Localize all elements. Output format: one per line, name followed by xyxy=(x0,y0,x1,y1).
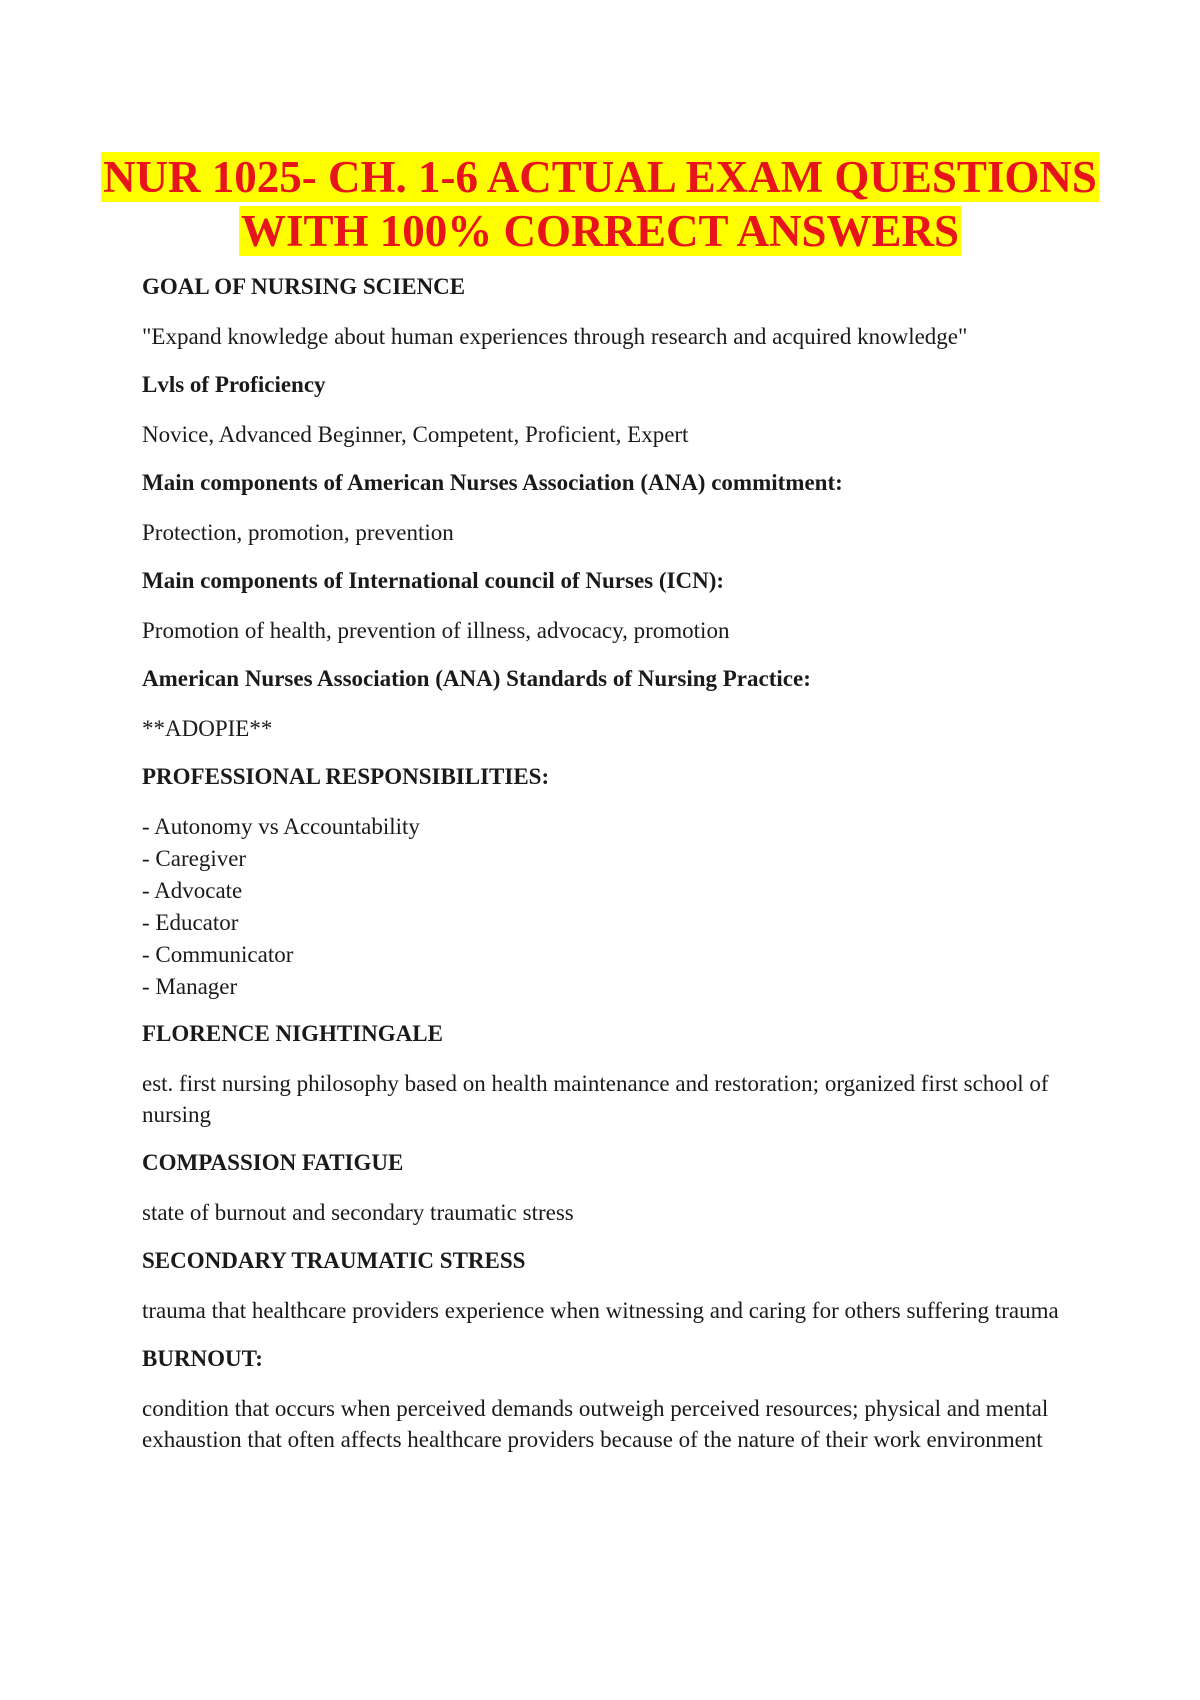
answer-ana-commitment: Protection, promotion, prevention xyxy=(142,520,454,545)
list-item: - Advocate xyxy=(142,878,243,903)
answer-compassion-fatigue: state of burnout and secondary traumatic stress xyxy=(142,1200,574,1225)
question-icn-components: Main components of International council of Nurses (ICN): xyxy=(142,568,725,593)
question-florence-nightingale: FLORENCE NIGHTINGALE xyxy=(142,1021,443,1046)
question-goal-of-nursing-science: GOAL OF NURSING SCIENCE xyxy=(142,274,466,299)
qa-content xyxy=(142,272,1062,1473)
question-burnout: BURNOUT: xyxy=(142,1346,263,1371)
answer-professional-responsibilities-list xyxy=(142,811,1062,1003)
answer-secondary-traumatic-stress: trauma that healthcare providers experience when witnessing and caring for others suffering trauma xyxy=(142,1298,1059,1323)
title-line-1: NUR 1025- CH. 1-6 ACTUAL EXAM QUESTIONS xyxy=(103,152,1097,202)
question-secondary-traumatic-stress: SECONDARY TRAUMATIC STRESS xyxy=(142,1248,526,1273)
list-item: - Communicator xyxy=(142,942,294,967)
question-lvls-of-proficiency: Lvls of Proficiency xyxy=(142,372,326,397)
answer-icn-components: Promotion of health, prevention of illness, advocacy, promotion xyxy=(142,618,730,643)
answer-florence-nightingale: est. first nursing philosophy based on health maintenance and restoration; organized first school of nursing xyxy=(142,1071,1049,1127)
question-compassion-fatigue: COMPASSION FATIGUE xyxy=(142,1150,404,1175)
document-title xyxy=(0,150,1200,258)
question-ana-commitment: Main components of American Nurses Association (ANA) commitment: xyxy=(142,470,843,495)
list-item: - Educator xyxy=(142,910,239,935)
answer-goal-of-nursing-science: "Expand knowledge about human experiences through research and acquired knowledge" xyxy=(142,324,968,349)
title-line-2: WITH 100% CORRECT ANSWERS xyxy=(240,206,960,256)
list-item: - Autonomy vs Accountability xyxy=(142,814,420,839)
list-item: - Manager xyxy=(142,974,238,999)
question-ana-standards: American Nurses Association (ANA) Standards of Nursing Practice: xyxy=(142,666,811,691)
question-professional-responsibilities: PROFESSIONAL RESPONSIBILITIES: xyxy=(142,764,550,789)
answer-ana-standards: **ADOPIE** xyxy=(142,716,273,741)
answer-lvls-of-proficiency: Novice, Advanced Beginner, Competent, Proficient, Expert xyxy=(142,422,689,447)
answer-burnout: condition that occurs when perceived demands outweigh perceived resources; physical and mental exhaustion that often affects healthcare providers because of the nature of their work environment xyxy=(142,1396,1049,1452)
list-item: - Caregiver xyxy=(142,846,247,871)
